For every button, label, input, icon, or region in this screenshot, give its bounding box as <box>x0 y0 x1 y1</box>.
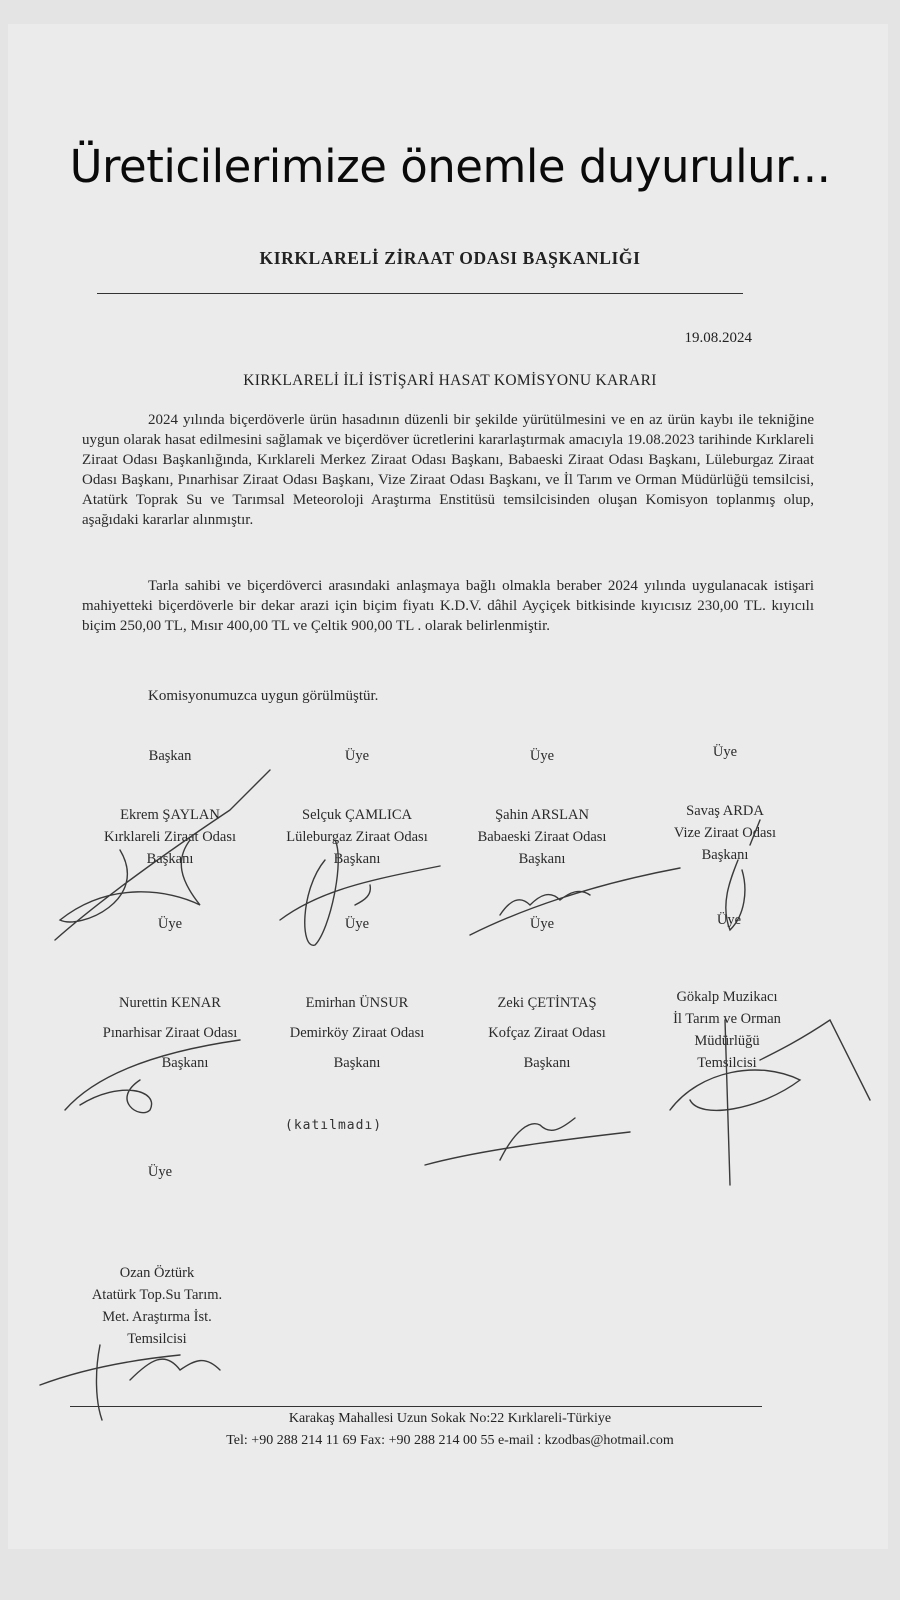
footer-rule <box>70 1406 762 1407</box>
signatory-block <box>262 804 452 870</box>
overlay-title: Üreticilerimize önemle duyurulur... <box>69 140 831 193</box>
decision-title: KIRKLARELİ İLİ İSTİŞARİ HASAT KOMİSYONU KARARI <box>243 372 657 389</box>
role-label: Başkan <box>148 748 192 764</box>
signatory-org: İl Tarım ve Orman <box>673 1011 781 1027</box>
signatory-title: Temsilcisi <box>127 1331 187 1347</box>
signatory-org: Lüleburgaz Ziraat Odası <box>286 829 428 845</box>
signatory-org2: Müdürlüğü <box>694 1033 760 1049</box>
signatory-name: Savaş ARDA <box>686 803 764 819</box>
footer-contact: Tel: +90 288 214 11 69 Fax: +90 288 214 00 55 e-mail : kzodbas@hotmail.com <box>226 1433 674 1448</box>
signatory-block <box>75 804 265 870</box>
role-label: Üye <box>529 748 555 764</box>
signatory-title: Temsilcisi <box>697 1055 757 1071</box>
signatory-title: Başkanı <box>523 1055 571 1071</box>
signatory-name: Gökalp Muzikacı <box>676 989 778 1005</box>
role-label: Üye <box>344 748 370 764</box>
signatory-org: Demirköy Ziraat Odası <box>289 1025 425 1041</box>
signatory-title: Başkanı <box>161 1055 209 1071</box>
role-label: Üye <box>712 744 738 760</box>
signatory-title: Başkanı <box>333 1055 381 1071</box>
signatory-name: Şahin ARSLAN <box>495 807 589 823</box>
signatory-org: Pınarhisar Ziraat Odası <box>102 1025 238 1041</box>
signatory-name: Ekrem ŞAYLAN <box>120 807 220 823</box>
signatory-block <box>447 804 637 870</box>
signatory-name: Nurettin KENAR <box>119 995 221 1011</box>
role-label: Üye <box>344 916 370 932</box>
role-label: Üye <box>147 1164 173 1180</box>
signatory-org2: Met. Araştırma İst. <box>102 1309 212 1325</box>
signatory-block <box>262 988 452 1078</box>
signatory-org: Kırklareli Ziraat Odası <box>103 829 237 845</box>
paragraph-intro: 2024 yılında biçerdöverle ürün hasadının düzenli bir şekilde yürütülmesini ve en az ürün kaybı ile tekniğine uygun olarak hasat edilmesini sağlamak ve biçerdöver ücretlerini kararlaştırmak amacıyla 19.08.2023 tarihinde Kırklareli Ziraat Odası Başkanlığında, Kırklareli Merkez Ziraat Odası Başkanı, Babaeski Ziraat Odası Başkanı, Lüleburgaz Ziraat Odası Başkanı, Pınarhisar Ziraat Odası Başkanı, Vize Ziraat Odası Başkanı, ve İl Tarım ve Orman Müdürlüğü temsilcisi, Atatürk Toprak Su ve Tarımsal Meteoroloji Araştırma Enstitüsü temsilcisinden oluşan Komisyon toplanmış olup, aşağıdaki kararlar alınmıştır. <box>82 412 814 528</box>
signatory-name: Ozan Öztürk <box>119 1265 195 1281</box>
letterhead-rule <box>97 293 743 294</box>
signatory-block <box>452 988 642 1078</box>
signatory-name: Zeki ÇETİNTAŞ <box>497 995 597 1011</box>
signatory-org: Vize Ziraat Odası <box>673 825 777 841</box>
signatory-org: Kofçaz Ziraat Odası <box>488 1025 606 1041</box>
signatory-name: Emirhan ÜNSUR <box>305 995 409 1011</box>
letterhead: KIRKLARELİ ZİRAAT ODASI BAŞKANLIĞI <box>259 248 641 268</box>
signatory-block <box>630 800 820 866</box>
role-label: Üye <box>529 916 555 932</box>
signatory-org: Babaeski Ziraat Odası <box>477 829 607 845</box>
role-label: Üye <box>157 916 183 932</box>
document-date: 19.08.2024 <box>684 330 752 346</box>
paragraph-prices: Tarla sahibi ve biçerdöverci arasındaki anlaşmaya bağlı olmakla beraber 2024 yılında uygulanacak istişari mahiyetteki biçerdöverle bir dekar arazi için biçim fiyatı K.D.V. dâhil Ayçiçek bitkisinde kıyıcısız 230,00 TL. kıyıcılı biçim 250,00 TL, Mısır 400,00 TL ve Çeltik 900,00 TL . olarak belirlenmiştir. <box>82 578 814 634</box>
handwritten-note: (katılmadı) <box>285 1118 383 1133</box>
signatory-org: Atatürk Top.Su Tarım. <box>91 1287 223 1303</box>
signatory-name: Selçuk ÇAMLICA <box>302 807 412 823</box>
signatory-title: Başkanı <box>333 851 381 867</box>
signatory-block <box>62 1262 252 1350</box>
signatory-block <box>75 988 265 1078</box>
signatory-title: Başkanı <box>701 847 749 863</box>
role-label: Üye <box>716 912 742 928</box>
signatory-title: Başkanı <box>518 851 566 867</box>
signatory-block <box>632 986 822 1074</box>
footer-address: Karakaş Mahallesi Uzun Sokak No:22 Kırklareli-Türkiye <box>288 1411 612 1426</box>
signatory-title: Başkanı <box>146 851 194 867</box>
paragraph-approval: Komisyonumuzca uygun görülmüştür. <box>148 688 379 704</box>
